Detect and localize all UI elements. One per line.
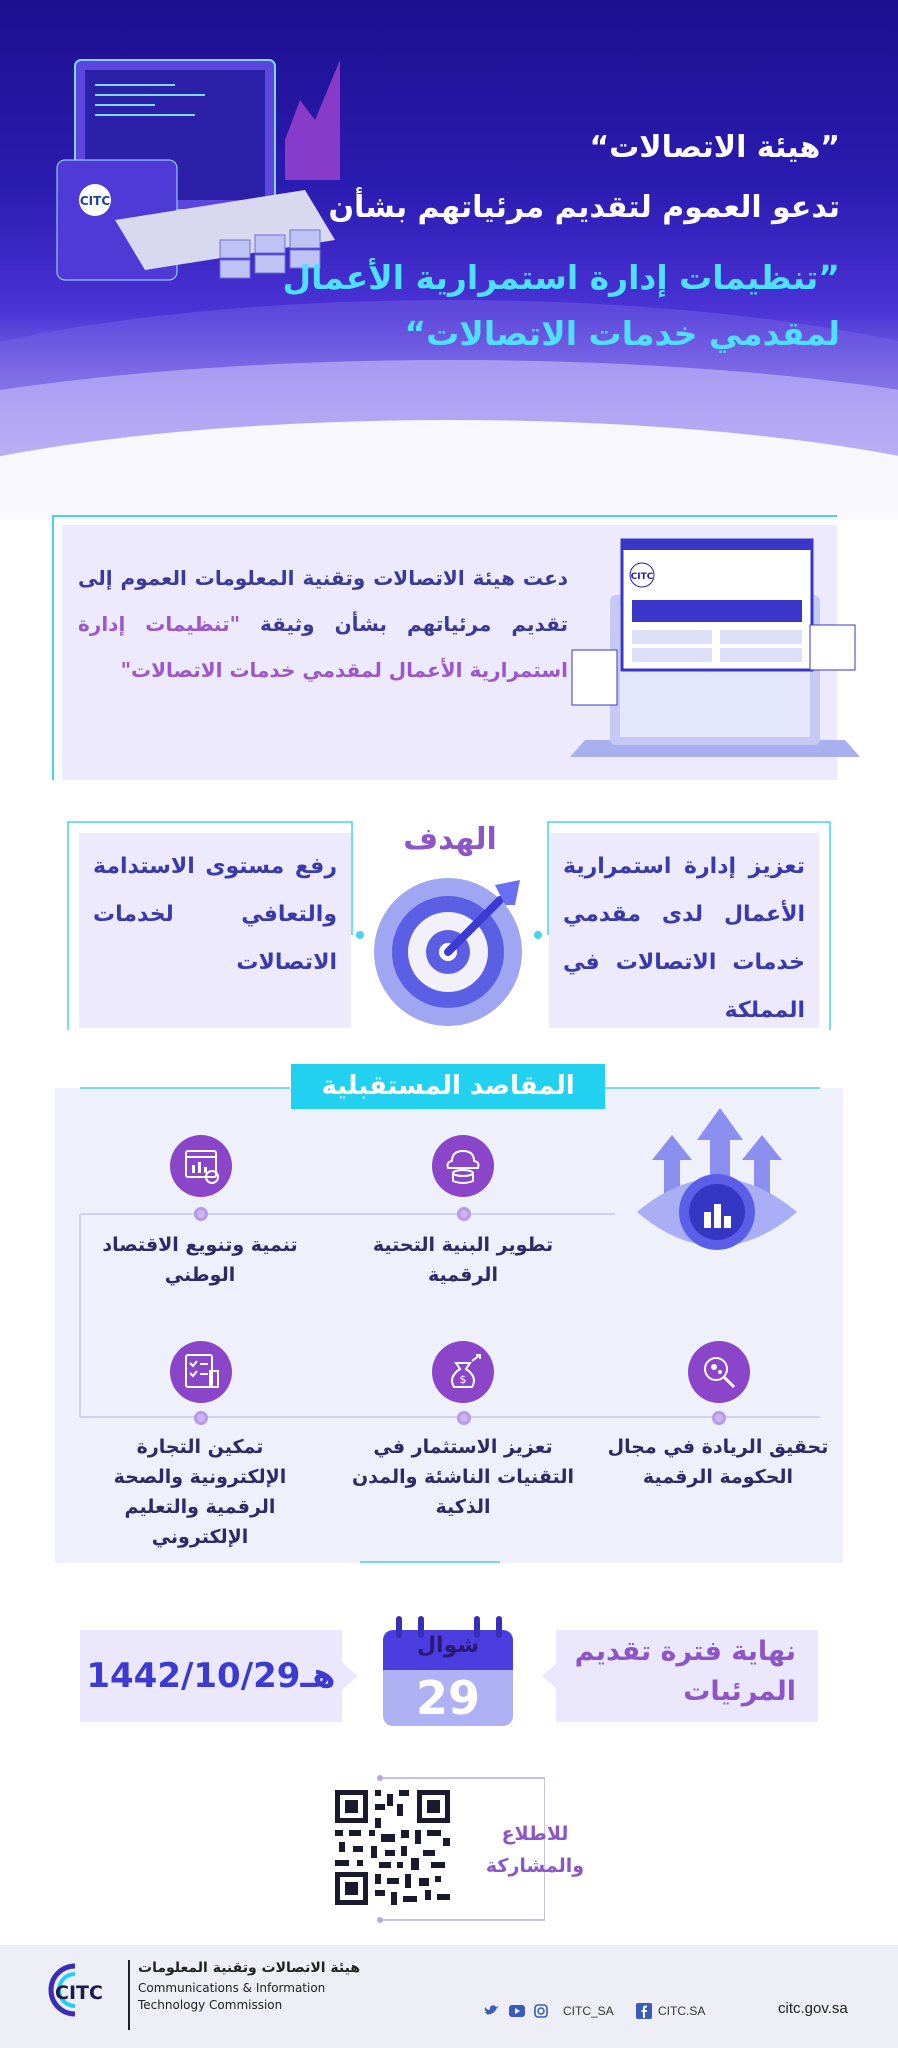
facebook-icon[interactable]: [636, 2003, 652, 2019]
eye-growth-icon: [632, 1100, 802, 1270]
goal-left-text: رفع مستوى الاستدامة والتعافي لخدمات الاتصالات: [93, 854, 337, 975]
target-icon: [370, 870, 530, 1030]
timeline-dot: [457, 1411, 471, 1425]
deadline-label: نهاية فترة تقديم المرئيات: [574, 1636, 796, 1707]
future-item-ecommerce: تمكين التجارة الإلكترونية والصحة الرقمية والتعليم الإلكتروني: [113, 1436, 287, 1548]
calendar-day: 29: [415, 1671, 480, 1725]
footer-website[interactable]: citc.gov.sa: [778, 2000, 848, 2017]
intro-text: دعت هيئة الاتصالات وتقنية المعلومات العموم إلى تقديم مرئياتهم بشأن وثيقة: [78, 566, 568, 636]
intro-highlight: "تنظيمات إدارة استمرارية الأعمال لمقدمي خدمات الاتصالات": [78, 612, 568, 682]
money-bag-icon: [432, 1341, 494, 1403]
hero-title-line2: تدعو العموم لتقديم مرئياتهم بشأن: [328, 190, 840, 225]
goal-title: الهدف: [403, 822, 497, 857]
timeline-dot: [194, 1411, 208, 1425]
goal-card-left: [79, 833, 351, 1028]
deadline-date: 1442/10/29هـ: [86, 1656, 336, 1696]
arrow-right-icon: [340, 1662, 360, 1690]
timeline-dot: [712, 1411, 726, 1425]
hero-banner: [0, 0, 898, 520]
svg-text:CITC: CITC: [630, 572, 654, 582]
qr-label: للاطلاع والمشاركة: [485, 1823, 585, 1877]
calendar-month: شوال: [416, 1633, 480, 1658]
future-item-investment: تعزيز الاستثمار في التقنيات الناشئة والمدن الذكية: [352, 1436, 574, 1518]
timeline-dot: [194, 1207, 208, 1221]
chart-window-icon: [170, 1135, 232, 1197]
timeline-dot: [457, 1207, 471, 1221]
hero-title-line1: ”هيئة الاتصالات“: [589, 130, 840, 165]
intro-paragraph: [78, 555, 568, 693]
social-handle-1[interactable]: CITC_SA: [563, 2004, 614, 2018]
social-handle-2[interactable]: CITC.SA: [658, 2004, 706, 2018]
checklist-icon: [170, 1341, 232, 1403]
goal-card-right: [549, 833, 819, 1028]
future-title: المقاصد المستقبلية: [291, 1064, 605, 1109]
svg-text:$: $: [459, 1373, 467, 1386]
document-mockup-illustration: [570, 535, 860, 765]
twitter-icon: [485, 2005, 499, 2015]
logo-text: CITC: [55, 1982, 103, 2004]
hero-title-line3: ”تنظيمات إدارة استمرارية الأعمال: [282, 258, 840, 297]
social-icons: [483, 2002, 563, 2020]
footer: [0, 1945, 898, 2048]
svg-text:CITC: CITC: [79, 194, 111, 208]
qr-code[interactable]: [335, 1790, 450, 1905]
footer-org-ar: هيئة الاتصالات وتقنية المعلومات: [138, 1960, 361, 1976]
future-item-economy: تنمية وتنويع الاقتصاد الوطني: [102, 1234, 298, 1286]
citc-logo: [45, 1960, 125, 2020]
cloud-database-icon: [432, 1135, 494, 1197]
future-item-digital-government: تحقيق الريادة في مجال الحكومة الرقمية: [607, 1436, 829, 1488]
hero-title-line4: لمقدمي خدمات الاتصالات“: [404, 314, 840, 353]
future-item-infrastructure: تطوير البنية التحتية الرقمية: [372, 1234, 554, 1286]
magnifier-gears-icon: [688, 1341, 750, 1403]
footer-org-en1: Communications & Information: [138, 1981, 326, 1995]
instagram-icon: [535, 2005, 547, 2017]
goal-right-text: تعزيز إدارة استمرارية الأعمال لدى مقدمي خدمات الاتصالات في المملكة: [563, 854, 805, 1023]
footer-org-en2: Technology Commission: [138, 1998, 283, 2012]
footer-divider: [128, 1960, 130, 2030]
